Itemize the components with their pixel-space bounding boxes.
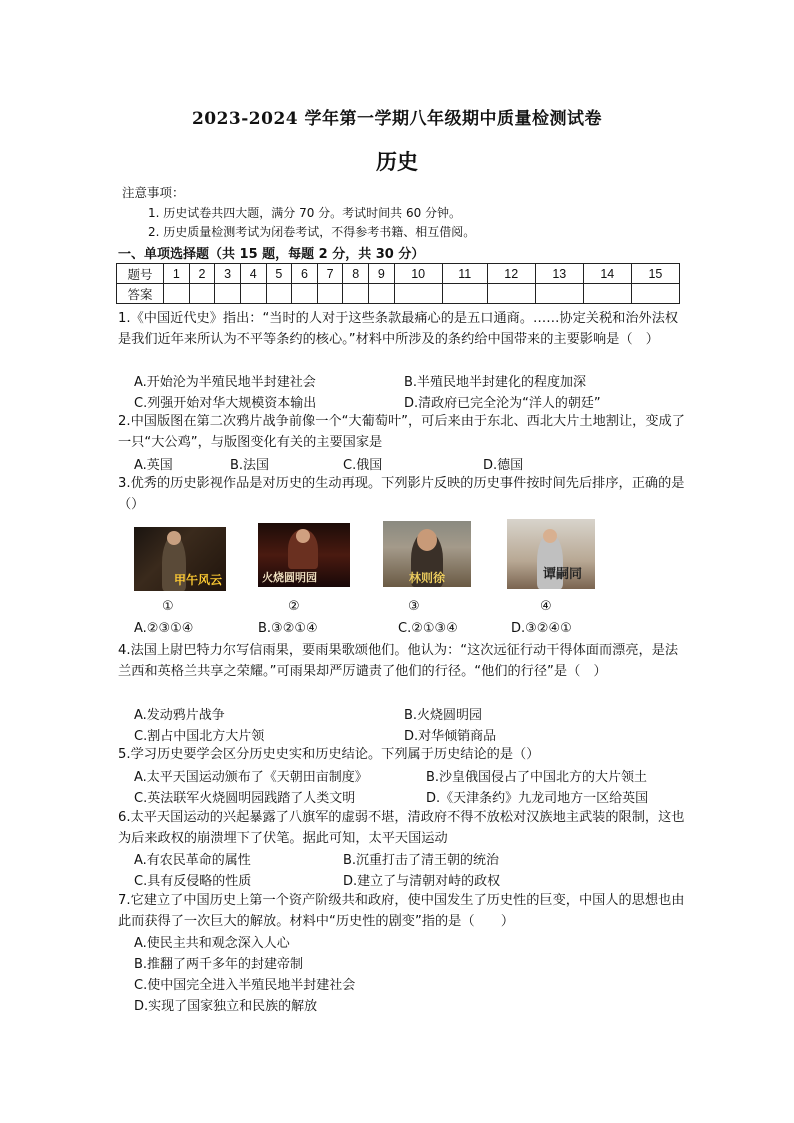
notice-item: 1. 历史试卷共四大题，满分 70 分。考试时间共 60 分钟。	[148, 206, 462, 220]
question-5-option-b[interactable]: B.沙皇俄国侵占了中国北方的大片领土	[426, 770, 648, 785]
question-number-cell: 11	[442, 264, 487, 284]
answer-cell[interactable]	[164, 284, 190, 304]
question-4-option-d[interactable]: D.对华倾销商品	[404, 729, 497, 744]
question-number-cell: 15	[631, 264, 679, 284]
question-7-option-d[interactable]: D.实现了国家独立和民族的解放	[134, 999, 318, 1014]
row-label: 答案	[117, 284, 164, 304]
poster-caption: ③	[408, 599, 420, 614]
question-6-option-c[interactable]: C.具有反侵略的性质	[134, 874, 252, 889]
subject-title: 历史	[376, 149, 418, 174]
answer-cell[interactable]	[369, 284, 395, 304]
answer-cell[interactable]	[583, 284, 631, 304]
film-poster-tansitong	[507, 519, 595, 589]
question-6-option-b[interactable]: B.沉重打击了清王朝的统治	[343, 853, 500, 868]
question-3-option-c[interactable]: C.②①③④	[398, 621, 458, 636]
question-6-option-d[interactable]: D.建立了与清朝对峙的政权	[343, 874, 501, 889]
question-number-cell: 3	[215, 264, 241, 284]
question-number-cell: 9	[369, 264, 395, 284]
question-5-option-d[interactable]: D.《天津条约》九龙司地方一区给英国	[426, 791, 649, 806]
question-number-cell: 12	[487, 264, 535, 284]
question-number-cell: 7	[317, 264, 343, 284]
question-1-option-a[interactable]: A.开始沦为半殖民地半封建社会	[134, 375, 316, 390]
question-3-option-a[interactable]: A.②③①④	[134, 621, 194, 636]
question-5-option-a[interactable]: A.太平天国运动颁布了《天朝田亩制度》	[134, 770, 368, 785]
question-5-option-c[interactable]: C.英法联军火烧圆明园践踏了人类文明	[134, 791, 356, 806]
answer-cell[interactable]	[487, 284, 535, 304]
answer-cell[interactable]	[343, 284, 369, 304]
answer-cell[interactable]	[317, 284, 343, 304]
answer-cell[interactable]	[215, 284, 241, 304]
exam-title: 2023-2024 学年第一学期八年级期中质量检测试卷	[191, 109, 603, 129]
question-7-stem: 7.它建立了中国历史上第一个资产阶级共和政府，使中国发生了历史性的巨变，中国人的思想也由此而获得了一次巨大的解放。材料中“历史性的剧变”指的是（ ）	[118, 893, 685, 929]
answer-cell[interactable]	[292, 284, 318, 304]
answer-cell[interactable]	[535, 284, 583, 304]
answer-cell[interactable]	[189, 284, 215, 304]
question-1-stem: 1.《中国近代史》指出：“当时的人对于这些条款最痛心的是五口通商。……协定关税和治外法权是我们近年来所认为不平等条约的核心。”材料中所涉及的条约给中国带来的主要影响是（ ）	[118, 311, 679, 347]
question-number-cell: 1	[164, 264, 190, 284]
poster-title: 谭嗣同	[543, 567, 583, 582]
question-number-cell: 4	[240, 264, 266, 284]
question-number-cell: 10	[394, 264, 442, 284]
film-poster-jiawu	[134, 527, 226, 591]
question-4-option-c[interactable]: C.割占中国北方大片领	[134, 729, 265, 744]
question-4-stem: 4.法国上尉巴特力尔写信雨果，要雨果歌颂他们。他认为：“这次远征行动干得体面而漂亮，是法兰西和英格兰共享之荣耀。”可雨果却严厉谴责了他们的行径。“他们的行径”是（ ）	[118, 643, 679, 679]
row-label: 题号	[117, 264, 164, 284]
question-2-stem: 2.中国版图在第二次鸦片战争前像一个“大葡萄叶”，可后来由于东北、西北大片土地割让，变成了一只“大公鸡”，与版图变化有关的主要国家是	[118, 414, 685, 450]
poster-title: 火烧圆明园	[262, 571, 317, 584]
poster-caption: ②	[288, 599, 300, 614]
answer-cell[interactable]	[442, 284, 487, 304]
question-3-option-d[interactable]: D.③②④①	[511, 621, 572, 636]
question-3-option-b[interactable]: B.③②①④	[258, 621, 318, 636]
question-4-option-b[interactable]: B.火烧圆明园	[404, 708, 483, 723]
question-number-cell: 8	[343, 264, 369, 284]
notice-item: 2. 历史质量检测考试为闭卷考试，不得参考书籍、相互借阅。	[148, 225, 476, 239]
poster-title: 林则徐	[409, 571, 446, 585]
answer-cell[interactable]	[240, 284, 266, 304]
question-3-stem: 3.优秀的历史影视作品是对历史的生动再现。下列影片反映的历史事件按时间先后排序，正确的是（）	[118, 476, 685, 512]
question-6-option-a[interactable]: A.有农民革命的属性	[134, 853, 251, 868]
question-7-option-a[interactable]: A.使民主共和观念深入人心	[134, 936, 290, 951]
question-number-cell: 2	[189, 264, 215, 284]
question-number-cell: 5	[266, 264, 292, 284]
poster-title: 甲午风云	[174, 573, 223, 587]
answer-table-answer-row	[117, 284, 680, 304]
answer-table	[116, 263, 680, 304]
answer-cell[interactable]	[394, 284, 442, 304]
question-4-option-a[interactable]: A.发动鸦片战争	[134, 708, 225, 723]
question-7-option-c[interactable]: C.使中国完全进入半殖民地半封建社会	[134, 978, 356, 993]
question-1-option-c[interactable]: C.列强开始对华大规模资本输出	[134, 396, 317, 411]
question-5-stem: 5.学习历史要学会区分历史史实和历史结论。下列属于历史结论的是（）	[118, 747, 540, 762]
question-6-stem: 6.太平天国运动的兴起暴露了八旗军的虚弱不堪，清政府不得不放松对汉族地主武装的限制，这也为后来政权的崩溃埋下了伏笔。据此可知，太平天国运动	[118, 810, 685, 846]
film-poster-yuanmingyuan	[258, 523, 350, 587]
notice-title: 注意事项：	[122, 185, 185, 200]
poster-caption: ④	[540, 599, 552, 614]
film-poster-linzexu	[383, 521, 471, 587]
answer-table-number-row	[117, 264, 680, 284]
question-1-option-d[interactable]: D.清政府已完全沦为“洋人的朝廷”	[404, 396, 601, 411]
section-heading: 一、单项选择题（共 15 题，每题 2 分，共 30 分）	[118, 247, 425, 262]
question-2-option-a[interactable]: A.英国	[134, 458, 173, 473]
question-number-cell: 6	[292, 264, 318, 284]
question-2-option-b[interactable]: B.法国	[230, 458, 270, 473]
question-1-option-b[interactable]: B.半殖民地半封建化的程度加深	[404, 375, 587, 390]
question-7-option-b[interactable]: B.推翻了两千多年的封建帝制	[134, 957, 304, 972]
answer-cell[interactable]	[266, 284, 292, 304]
poster-caption: ①	[162, 599, 174, 614]
question-2-option-d[interactable]: D.德国	[483, 458, 524, 473]
question-number-cell: 14	[583, 264, 631, 284]
question-number-cell: 13	[535, 264, 583, 284]
answer-cell[interactable]	[631, 284, 679, 304]
question-2-option-c[interactable]: C.俄国	[343, 458, 383, 473]
